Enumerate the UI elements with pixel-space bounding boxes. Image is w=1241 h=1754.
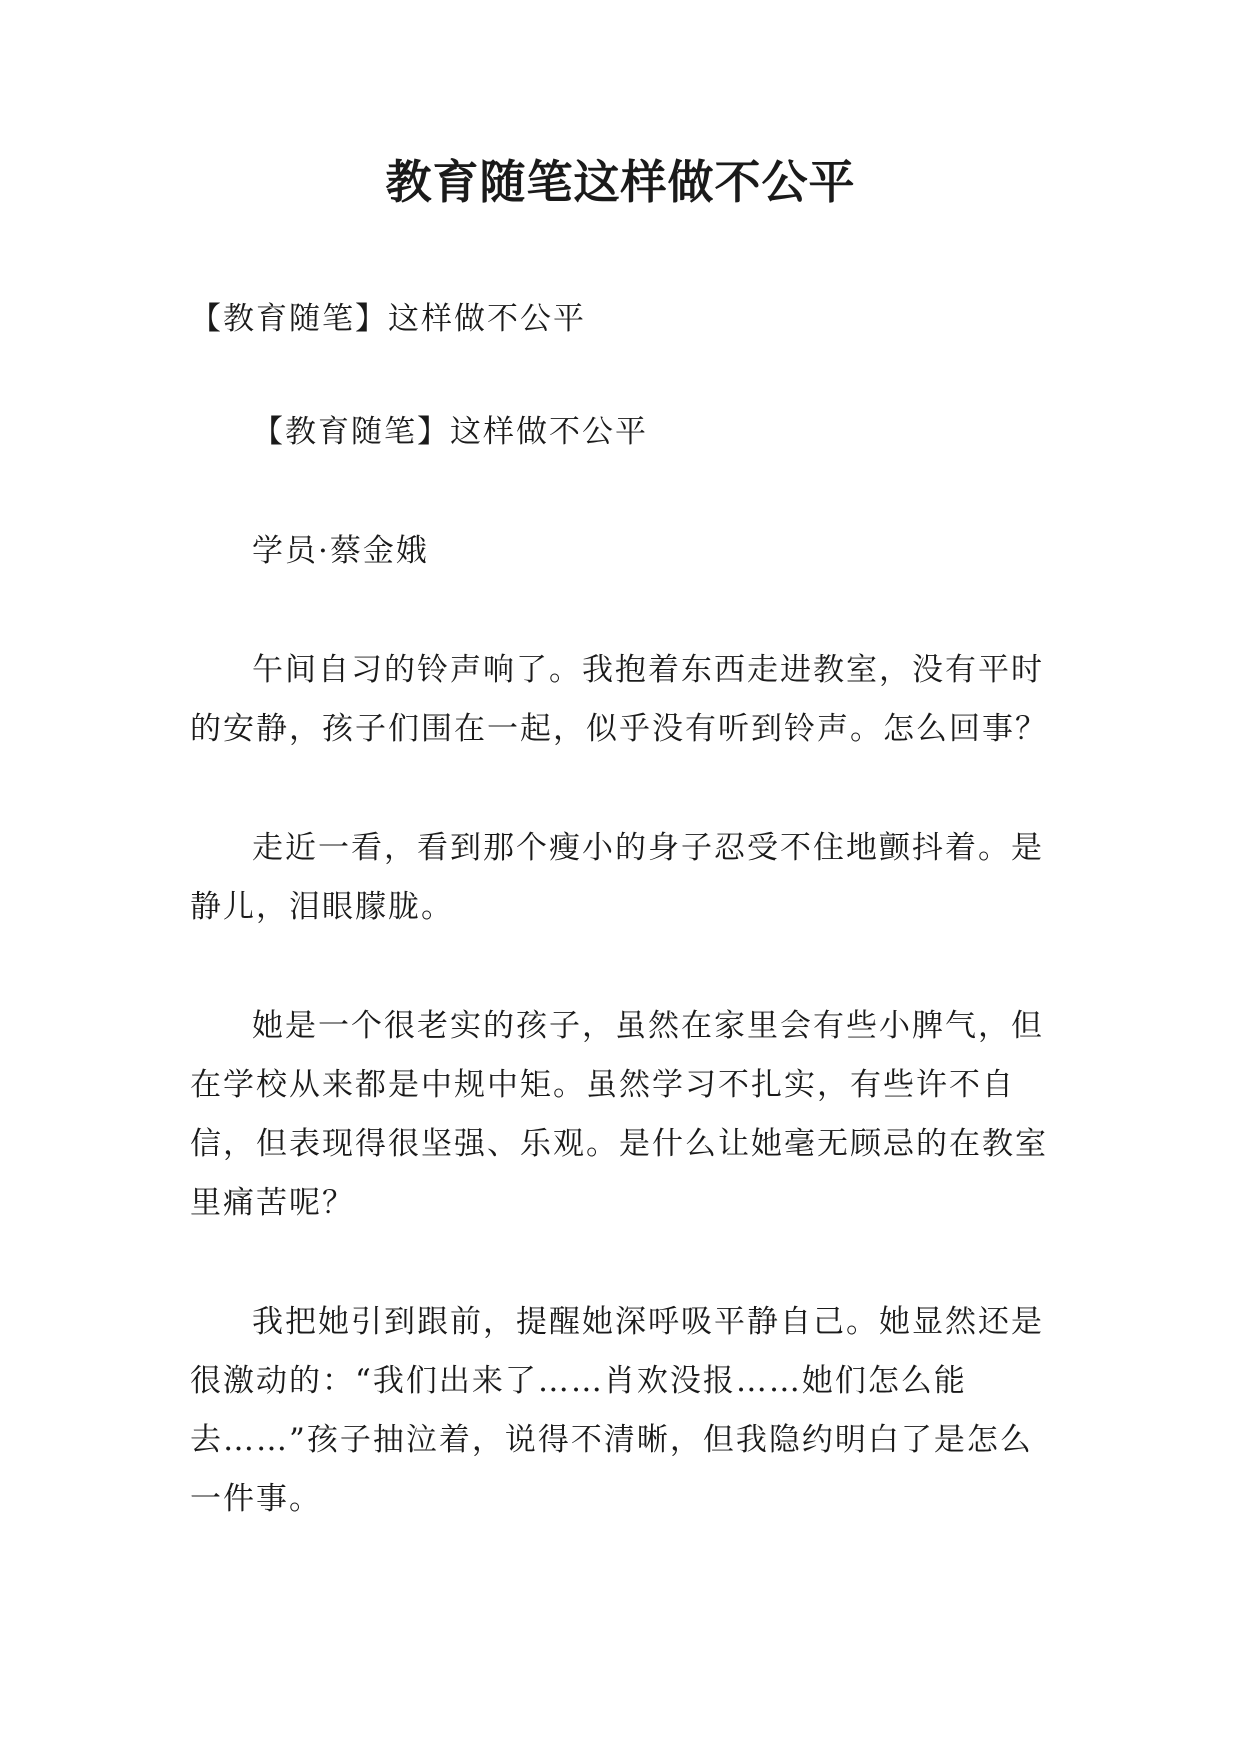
paragraph-subheading: 【教育随笔】这样做不公平 — [252, 414, 648, 450]
document-title: 教育随笔这样做不公平 — [385, 155, 856, 209]
paragraph: 我把她引到跟前，提醒她深呼吸平静自己。她显然还是很激动的：“我们出来了……肖欢没报……她们怎么能去……”孩子抽泣着，说得不清晰，但我隐约明白了是怎么一件事。 — [190, 1304, 1044, 1517]
paragraph: 午间自习的铃声响了。我抱着东西走进教室，没有平时的安静，孩子们围在一起，似乎没有听到铃声。怎么回事？ — [190, 652, 1048, 747]
document-body — [190, 290, 1050, 1589]
paragraph-heading: 【教育随笔】这样做不公平 — [190, 301, 586, 337]
paragraph: 她是一个很老实的孩子，虽然在家里会有些小脾气，但在学校从来都是中规中矩。虽然学习不扎实，有些许不自信，但表现得很坚强、乐观。是什么让她毫无顾忌的在教室里痛苦呢？ — [190, 1008, 1048, 1221]
paragraph-author: 学员·蔡金娥 — [252, 533, 429, 569]
paragraph: 走近一看，看到那个瘦小的身子忍受不住地颤抖着。是静儿，泪眼朦胧。 — [190, 830, 1044, 925]
